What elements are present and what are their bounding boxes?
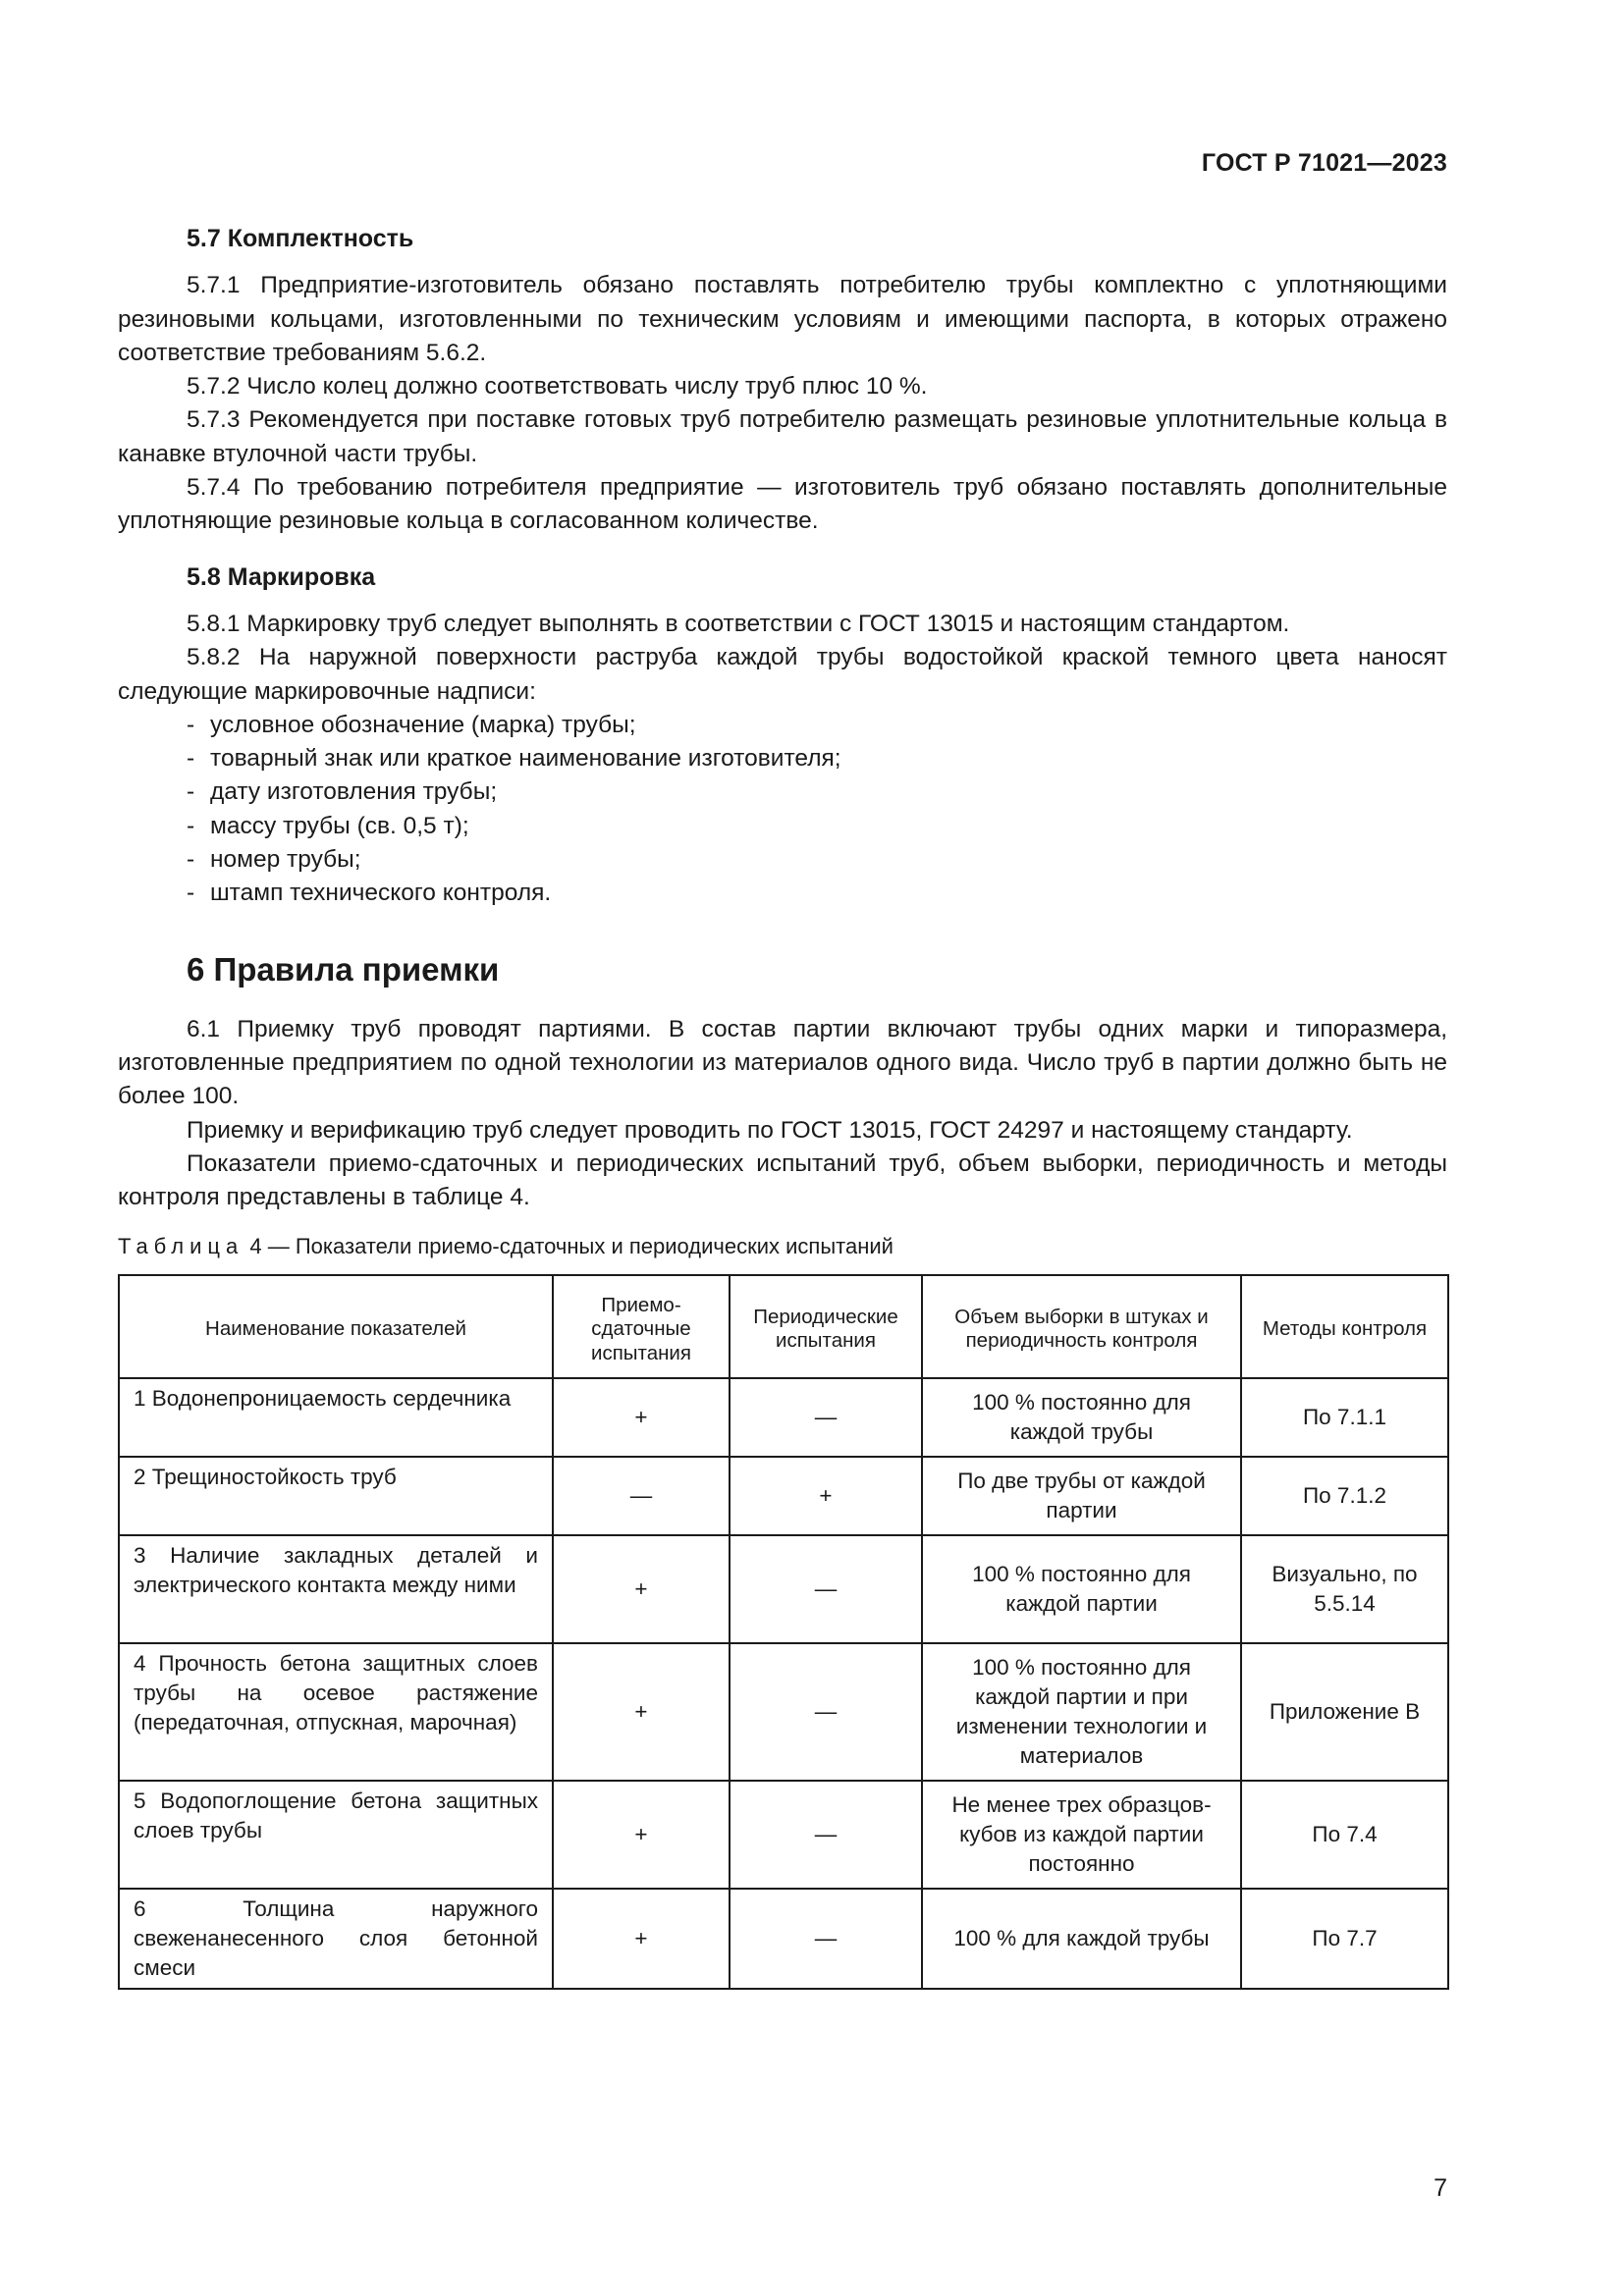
cell-acceptance: + xyxy=(553,1643,730,1781)
paragraph: 5.8.2 На наружной поверхности раструба каждой трубы водостойкой краской темного цвета наносят следующие маркировочные надписи: xyxy=(118,644,1447,705)
cell-sample: 100 % для каждой трубы xyxy=(922,1889,1241,1989)
page-content xyxy=(118,222,1447,1990)
cell-sample: 100 % постоянно для каждой партии xyxy=(922,1535,1241,1643)
cell-indicator: 2 Трещиностойкость труб xyxy=(119,1457,553,1535)
table-caption-label: Таблица xyxy=(118,1234,244,1259)
document-id: ГОСТ Р 71021—2023 xyxy=(1201,149,1447,177)
table-caption xyxy=(118,1230,1447,1263)
table-row xyxy=(119,1535,1448,1643)
cell-method: По 7.1.2 xyxy=(1241,1457,1448,1535)
cell-acceptance: + xyxy=(553,1889,730,1989)
cell-acceptance: + xyxy=(553,1378,730,1457)
table-row xyxy=(119,1378,1448,1457)
cell-periodic: — xyxy=(730,1378,922,1457)
paragraph: Показатели приемо-сдаточных и периодических испытаний труб, объем выборки, периодичность и методы контроля представлены в таблице 4. xyxy=(118,1149,1447,1211)
list-item: - массу трубы (св. 0,5 т); xyxy=(187,810,1447,843)
marking-list xyxy=(118,709,1447,911)
paragraph: 5.8.1 Маркировку труб следует выполнять в соответствии с ГОСТ 13015 и настоящим стандартом. xyxy=(187,610,1290,637)
list-item: - номер трубы; xyxy=(187,843,1447,877)
cell-indicator: 5 Водопоглощение бетона защитных слоев трубы xyxy=(119,1781,553,1889)
list-item: - товарный знак или краткое наименование изготовителя; xyxy=(187,742,1447,775)
cell-method: По 7.1.1 xyxy=(1241,1378,1448,1457)
header-sample-size: Объем выборки в штуках и периодичность контроля xyxy=(922,1275,1241,1379)
list-item: - штамп технического контроля. xyxy=(187,877,1447,910)
header-periodic-tests: Периодические испытания xyxy=(730,1275,922,1379)
cell-acceptance: + xyxy=(553,1535,730,1643)
list-item: - дату изготовления трубы; xyxy=(187,775,1447,809)
table-row xyxy=(119,1457,1448,1535)
cell-acceptance: + xyxy=(553,1781,730,1889)
cell-periodic: — xyxy=(730,1643,922,1781)
section-title-5-8: 5.8 Маркировка xyxy=(187,562,376,591)
header-indicator-name: Наименование показателей xyxy=(119,1275,553,1379)
cell-indicator: 4 Прочность бетона защитных слоев трубы на осевое растяжение (передаточная, отпускная, марочная) xyxy=(119,1643,553,1781)
cell-indicator: 3 Наличие закладных деталей и электрического контакта между ними xyxy=(119,1535,553,1643)
page-number: 7 xyxy=(1434,2174,1447,2202)
header-acceptance-tests: Приемо-сдаточные испытания xyxy=(553,1275,730,1379)
table-caption-text: 4 — Показатели приемо-сдаточных и периодических испытаний xyxy=(244,1234,893,1259)
table-row xyxy=(119,1889,1448,1989)
table-header-row xyxy=(119,1275,1448,1379)
cell-periodic: — xyxy=(730,1535,922,1643)
cell-indicator: 6 Толщина наружного свеженанесенного слоя бетонной смеси xyxy=(119,1889,553,1989)
cell-method: По 7.4 xyxy=(1241,1781,1448,1889)
paragraph: 5.7.4 По требованию потребителя предприятие — изготовитель труб обязано поставлять дополнительные уплотняющие резиновые кольца в согласованном количестве. xyxy=(118,474,1447,535)
list-item: - условное обозначение (марка) трубы; xyxy=(187,709,1447,742)
cell-indicator: 1 Водонепроницаемость сердечника xyxy=(119,1378,553,1457)
paragraph: 5.7.3 Рекомендуется при поставке готовых труб потребителю размещать резиновые уплотнительные кольца в канавке втулочной части трубы. xyxy=(118,406,1447,467)
cell-method: Визуально, по 5.5.14 xyxy=(1241,1535,1448,1643)
paragraph: 5.7.1 Предприятие-изготовитель обязано поставлять потребителю трубы комплектно с уплотняющими резиновыми кольцами, изготовленными по техническим условиям и имеющими паспорта, в которых отражено соответствие требованиям 5.6.2. xyxy=(118,272,1447,366)
section-title-6: 6 Правила приемки xyxy=(187,950,500,988)
table-row xyxy=(119,1781,1448,1889)
cell-sample: По две трубы от каждой партии xyxy=(922,1457,1241,1535)
header-control-methods: Методы контроля xyxy=(1241,1275,1448,1379)
cell-sample: Не менее трех образцов-кубов из каждой партии постоянно xyxy=(922,1781,1241,1889)
cell-method: Приложение В xyxy=(1241,1643,1448,1781)
paragraph: 5.7.2 Число колец должно соответствовать числу труб плюс 10 %. xyxy=(187,373,928,400)
cell-periodic: — xyxy=(730,1781,922,1889)
section-title-5-7: 5.7 Комплектность xyxy=(187,225,414,252)
cell-sample: 100 % постоянно для каждой трубы xyxy=(922,1378,1241,1457)
cell-acceptance: — xyxy=(553,1457,730,1535)
table-row xyxy=(119,1643,1448,1781)
cell-method: По 7.7 xyxy=(1241,1889,1448,1989)
acceptance-table xyxy=(118,1274,1449,1991)
cell-sample: 100 % постоянно для каждой партии и при изменении технологии и материалов xyxy=(922,1643,1241,1781)
cell-periodic: + xyxy=(730,1457,922,1535)
paragraph: 6.1 Приемку труб проводят партиями. В состав партии включают трубы одних марки и типоразмера, изготовленные предприятием по одной технологии из материалов одного вида. Число труб в партии должно быть не более 100. xyxy=(118,1015,1447,1110)
paragraph: Приемку и верификацию труб следует проводить по ГОСТ 13015, ГОСТ 24297 и настоящему стандарту. xyxy=(187,1116,1353,1144)
cell-periodic: — xyxy=(730,1889,922,1989)
